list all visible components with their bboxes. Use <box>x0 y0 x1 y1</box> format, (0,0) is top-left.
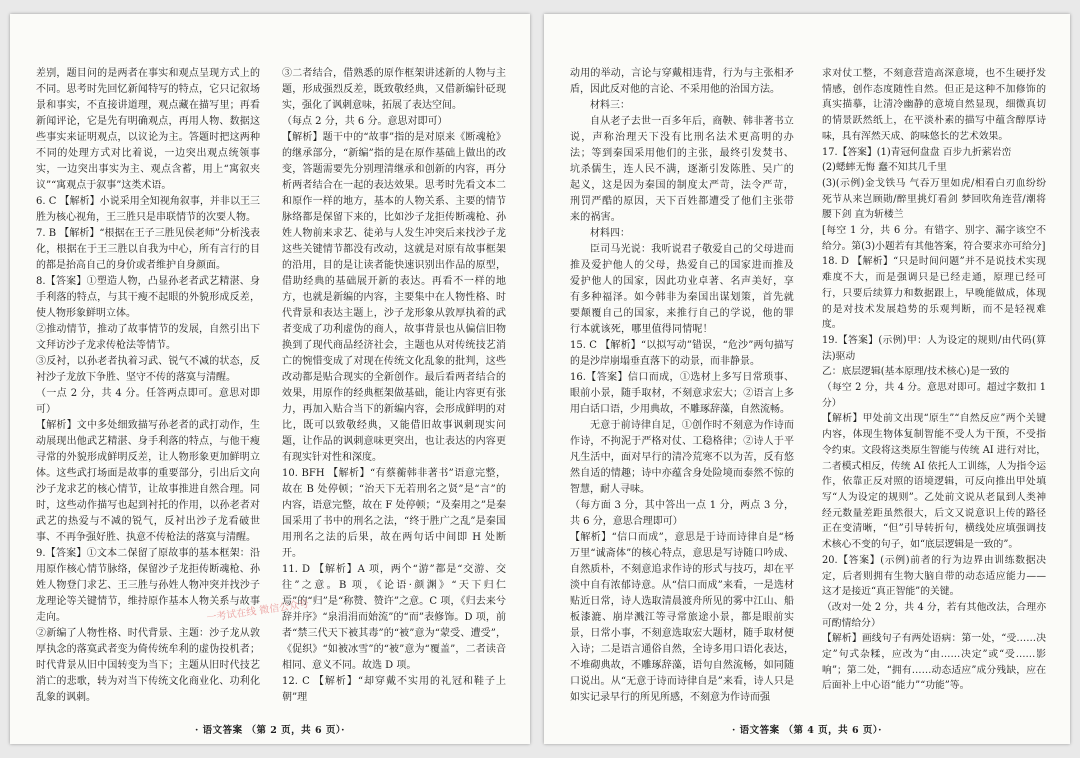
paragraph: 无意于前诗律自足，①创作时不刻意为作诗而作诗，不拘泥于严格对仗、工稳格律；②诗人于平凡生活中，面对早行的清冷荒寒不以为苦，反有悠然自适的情趣；诗中亦蕴含身处险境而泰然不惊的智慧，耐人寻味。 <box>570 420 794 495</box>
page-footer-right: · 语文答案 （第 4 页，共 6 页）· <box>732 725 882 736</box>
paragraph: （每点 2 分，共 6 分。意思对即可） <box>282 116 448 127</box>
paragraph: 【解析】文中多处细致描写孙老者的武打动作，生动展现出他武艺精湛、身手利落的特点，与他干瘦寻常的外貌形成鲜明反差，让人物形象更加鲜明立体。这些武打场面是故事的重要部分，引出后文向沙子龙求艺的核心情节，让故事推进自然合理。同时，这些动作描写也起到衬托的作用，以孙老者对武艺的热爱与不减的锐气，反衬出沙子龙看破世事、不再争强好胜、执意不传枪法的落寞与清醒。 <box>36 420 260 543</box>
paragraph: 【解析】画线句子有两处语病：第一处，“受……决定”句式杂糅，应改为“由……决定”或“受……影响”；第二处，“拥有……动态适应”成分残缺，应在后面补上中心语“能力”“功能”等。 <box>822 633 1046 692</box>
paragraph: 差别，题目问的是两者在事实和观点呈现方式上的不同。思考时先回忆新闻特写的特点，它只记叙场景和事实，不直接讲道理，观点藏在描写里；再看新闻评论，它是先有明确观点，再用人物、数据这些事实来证明观点，以议论为主。答题时把这两种不同的处理方式对比着说，一边突出观点统领事实，一边突出事实为主、观点含蓄，用上“寓叙夹议”“寓观点于叙事”这类术语。 <box>36 68 260 191</box>
paragraph: 求对仗工整，不刻意营造高深意境，也不生硬抒发情感，创作态度随性自然。但正是这种不加修饰的真实描摹，让清冷幽静的意境自然显现，细微真切的情景跃然纸上，在平淡朴素的描写中蕴含醇厚诗味，具有浑然天成、韵味悠长的艺术效果。 <box>822 68 1046 142</box>
paragraph: 11. D 【解析】A 项，两个“游”都是“交游、交往”之意。B 项，《论语·颜渊》“天下归仁焉”的“归”是“称赞、赞许”之意。C 项，《归去来兮辞并序》“泉涓涓而始流”的“而”表修饰。D 项，前者“禁三代天下被其毒”的“被”意为“蒙受、遭受”，《促织》“如被冰雪”的“被”意为“覆盖”，二者读音相同、意义不同。故选 D 项。 <box>282 564 506 671</box>
document-page-left <box>10 14 530 744</box>
paragraph: （每方面 3 分，其中答出一点 1 分，两点 3 分，共 6 分，意思合理即可） <box>570 500 794 527</box>
paragraph: ②新编了人物性格、时代背景、主题：沙子龙从敦厚执念的落寞武者变为倚传统牟利的虚伪投机者；时代背景从旧中国转变为当下；主题从旧时代技艺消亡的悲歌，转为对当下传统文化商业化、功利化乱象的讽刺。 <box>36 628 260 703</box>
paragraph: （改对一处 2 分，共 4 分，若有其他改法，合理亦可酌情给分） <box>822 601 1046 629</box>
paragraph: 15. C 【解析】“以拟写动”错误，“危沙”两句描写的是沙岸崩塌垂直落下的动景，而非静景。 <box>570 340 794 367</box>
paragraph: (2)蟋蟀无悔 蠢不知其几千里 <box>822 162 947 174</box>
text-column-right-1 <box>570 66 794 706</box>
text-column-left-2 <box>282 66 506 706</box>
paragraph: 19.【答案】(示例)甲：人为设定的规则/由代码(算法)驱动 <box>822 334 1046 362</box>
paragraph: ③反衬，以孙老者执着习武、锐气不减的状态，反衬沙子龙放下争胜、坚守不传的落寞与清醒。 <box>36 356 260 383</box>
paragraph: 12. C 【解析】“却穿戴不实用的礼冠和鞋子上朝”理 <box>282 676 506 703</box>
paragraph: (3)(示例)金戈铁马 气吞万里如虎/相看白刃血纷纷 死节从来岂顾勋/醉里挑灯看剑 梦回吹角连营/潮将腰下剑 直为斩楼兰 <box>822 177 1046 221</box>
paragraph: 18. D 【解析】“只是时间问题”并不是说技术实现难度不大，而是强调只是已经走通，原理已经可行，只要后续算力和数据跟上，早晚能做成，体现的是对技术发展趋势的乐观判断，而不是轻视难度。 <box>822 256 1046 331</box>
text-column-right-2 <box>822 66 1046 694</box>
paragraph: 【解析】题干中的“故事”指的是对原来《断魂枪》的继承部分，“新编”指的是在原作基础上做出的改变，答题需要先分别理清继承和创新的内容，再分析两者结合在一起的表达效果。思考时先看文本二和原作一样的地方，基本的人物关系、主要的情节脉络都是保留下来的，比如沙子龙拒传断魂枪、孙姓人物前来求艺、徒弟与人发生冲突后来找沙子龙这些关键情节都没有改动，这就是对原有故事框架的沿用，目的是让读者能快速识别出作品的原型，借助经典的基础展开新的表达。再看不一样的地方，也就是新编的内容，主要集中在人物性格、时代背景和表达主题上，沙子龙形象从敦厚执着的武者变成了功利虚伪的商人，故事背景也从偏信旧物换到了现代商品经济社会，主题也从对传统技艺消亡的惋惜变成了对现在传统文化乱象的批判，这些改动都是贴合现实的全新创作。最后看两者结合的效果，用原作的经典框架做基础，能让内容更有张力，再加入贴合当下的新编内容，会形成鲜明的对比，既可以致敬经典，又能借旧故事讽刺现实问题，让作品的讽刺意味更突出，也让表达的内容更有现实针对性和深度。 <box>282 132 506 463</box>
paragraph: 17.【答案】(1)青冠何盘盘 百步九折萦岩峦 <box>822 146 1012 158</box>
paragraph: ②推动情节，推动了故事情节的发展，自然引出下文拜访沙子龙求传枪法等情节。 <box>36 324 260 351</box>
paragraph: （一点 2 分，共 4 分。任答两点即可。意思对即可） <box>36 388 260 415</box>
document-page-right <box>544 14 1070 744</box>
paragraph: 【解析】甲处前文出现“原生”“自然反应”两个关键内容，体现生物体复制智能不受人为干预，不受指令约束。文段将这类原生智能与传统 AI 进行对比，二者模式相反，传统 AI 依托人工训练，人为指令运作，依靠正反对照的语境逻辑，可反向推出甲处填写“人为设定的规则”。乙处前文说从老鼠到人类神经元数量差距虽然很大，后文又说意识上传的路径正在变清晰，“但”引导转折句，横线处应填强调技术核心不变的句子，如“底层逻辑是一致的”。 <box>822 413 1046 551</box>
paragraph: ③二者结合，借熟悉的原作框架讲述新的人物与主题，形成强烈反差，既致敬经典，又借新编针砭现实，强化了讽刺意味，拓展了表达空间。 <box>282 68 506 111</box>
paragraph: 材料四： <box>590 228 630 239</box>
paragraph: 乙：底层逻辑(基本原理/技术核心)是一致的 <box>822 366 1010 378</box>
paragraph: 8.【答案】①塑造人物，凸显孙老者武艺精湛、身手利落的特点，与其干瘦不起眼的外貌形成反差，使人物形象鲜明立体。 <box>36 276 260 319</box>
paragraph: 10. BFH 【解析】“有蔡蘅韩非著书”语意完整，故在 B 处停顿；“治天下无若刑名之贤”是“言”的内容，语意完整，故在 F 处停顿；“及秦用之”是秦国采用了书中的刑名之法，“终于胜广之乱”是秦国用刑名之法的后果，故在两句话中间即 H 处断开。 <box>282 468 506 559</box>
paragraph: 6. C 【解析】小说采用全知视角叙事，并非以王三胜为核心视角，王三胜只是串联情节的次要人物。 <box>36 196 260 223</box>
paragraph: 臣司马光说：我听说君子敬爱自己的父母进而推及爱护他人的父母，热爱自己的国家进而推及爱护他人的国家，因此功业卓著、名声美好，享有多种福泽。如今韩非为秦国出谋划策，首先就要颠覆自己的国家，来推行自己的学说，他的罪行本就该死，哪里值得同情呢！ <box>570 244 794 335</box>
page-footer-left: · 语文答案 （第 2 页，共 6 页）· <box>195 725 345 736</box>
paragraph: 【解析】“信口而成”，意思是于诗而诗律自是“杨万里“诚斋体”的核心特点，意思是写诗随口吟成、自然质朴，不刻意追求作诗的形式与技巧，却在平淡中自有浓郁诗意。从“信口而成”来看，一是选材贴近日常，诗人选取清晨渡舟所见的雾中江山、船板漆漉、崩岸溅江等寻常旅途小景，都是眼前实景，日常小事，不刻意选取宏大题材，随手取材便入诗；二是语言通俗自然，全诗多用口语化表达，不堆砌典故，不雕琢辞藻，语句自然流畅，如同随口说出。从“无意于诗而诗律自是”来看，诗人只是如实记录早行的所见所感，不刻意为作诗而强 <box>570 532 794 703</box>
paragraph: [每空 1 分，共 6 分。有错字、别字、漏字该空不给分。第(3)小题若有其他答案，符合要求亦可给分] <box>822 225 1046 252</box>
paragraph: 动用的举动，言论与穿戴相违背，行为与主张相矛盾，因此反对他的言论、不采用他的治国方法。 <box>570 68 794 95</box>
paragraph: 20.【答案】(示例)前者的行为边界由训练数据决定，后者则拥有生物大脑自带的动态适应能力——这才是接近“真正智能”的关键。 <box>822 554 1046 598</box>
paragraph: 7. B 【解析】“根据在王子三胜见侯老师”分析浅表化，根据在于王三胜以自我为中心，所有言行的目的都是抬高自己的身价或者维护自身颜面。 <box>36 228 260 271</box>
watermark-text: 一考试在线 微信公众号 <box>206 598 310 625</box>
paragraph: 16.【答案】信口而成，①选材上多写日常琐事、眼前小景，随手取材，不刻意求宏大；②语言上多用白话口语，少用典故，不雕琢辞藻，自然流畅。 <box>570 372 794 415</box>
paragraph: （每空 2 分，共 4 分。意思对即可。超过字数扣 1 分） <box>822 382 1046 409</box>
paragraph: 材料三： <box>590 100 630 111</box>
paragraph: 自从老子去世一百多年后，商鞅、韩非著书立说，声称治理天下没有比刑名法术更高明的办法；等到秦国采用他们的主张，最终引发焚书、坑杀儒生，连人民不满，逐渐引发陈胜、吴广的起义，这是因为秦国的制度太严苛，法令严苛，刑罚严酷的原因，天下百姓都遭受了他们主张带来的祸害。 <box>570 116 794 223</box>
paragraph: 9.【答案】①文本二保留了原故事的基本框架：沿用原作核心情节脉络，保留沙子龙拒传断魂枪、孙姓人物登门求艺、王三胜与孙姓人物冲突并找沙子龙理论等关键情节，维持原作基本人物关系与故事走向。 <box>36 548 260 623</box>
